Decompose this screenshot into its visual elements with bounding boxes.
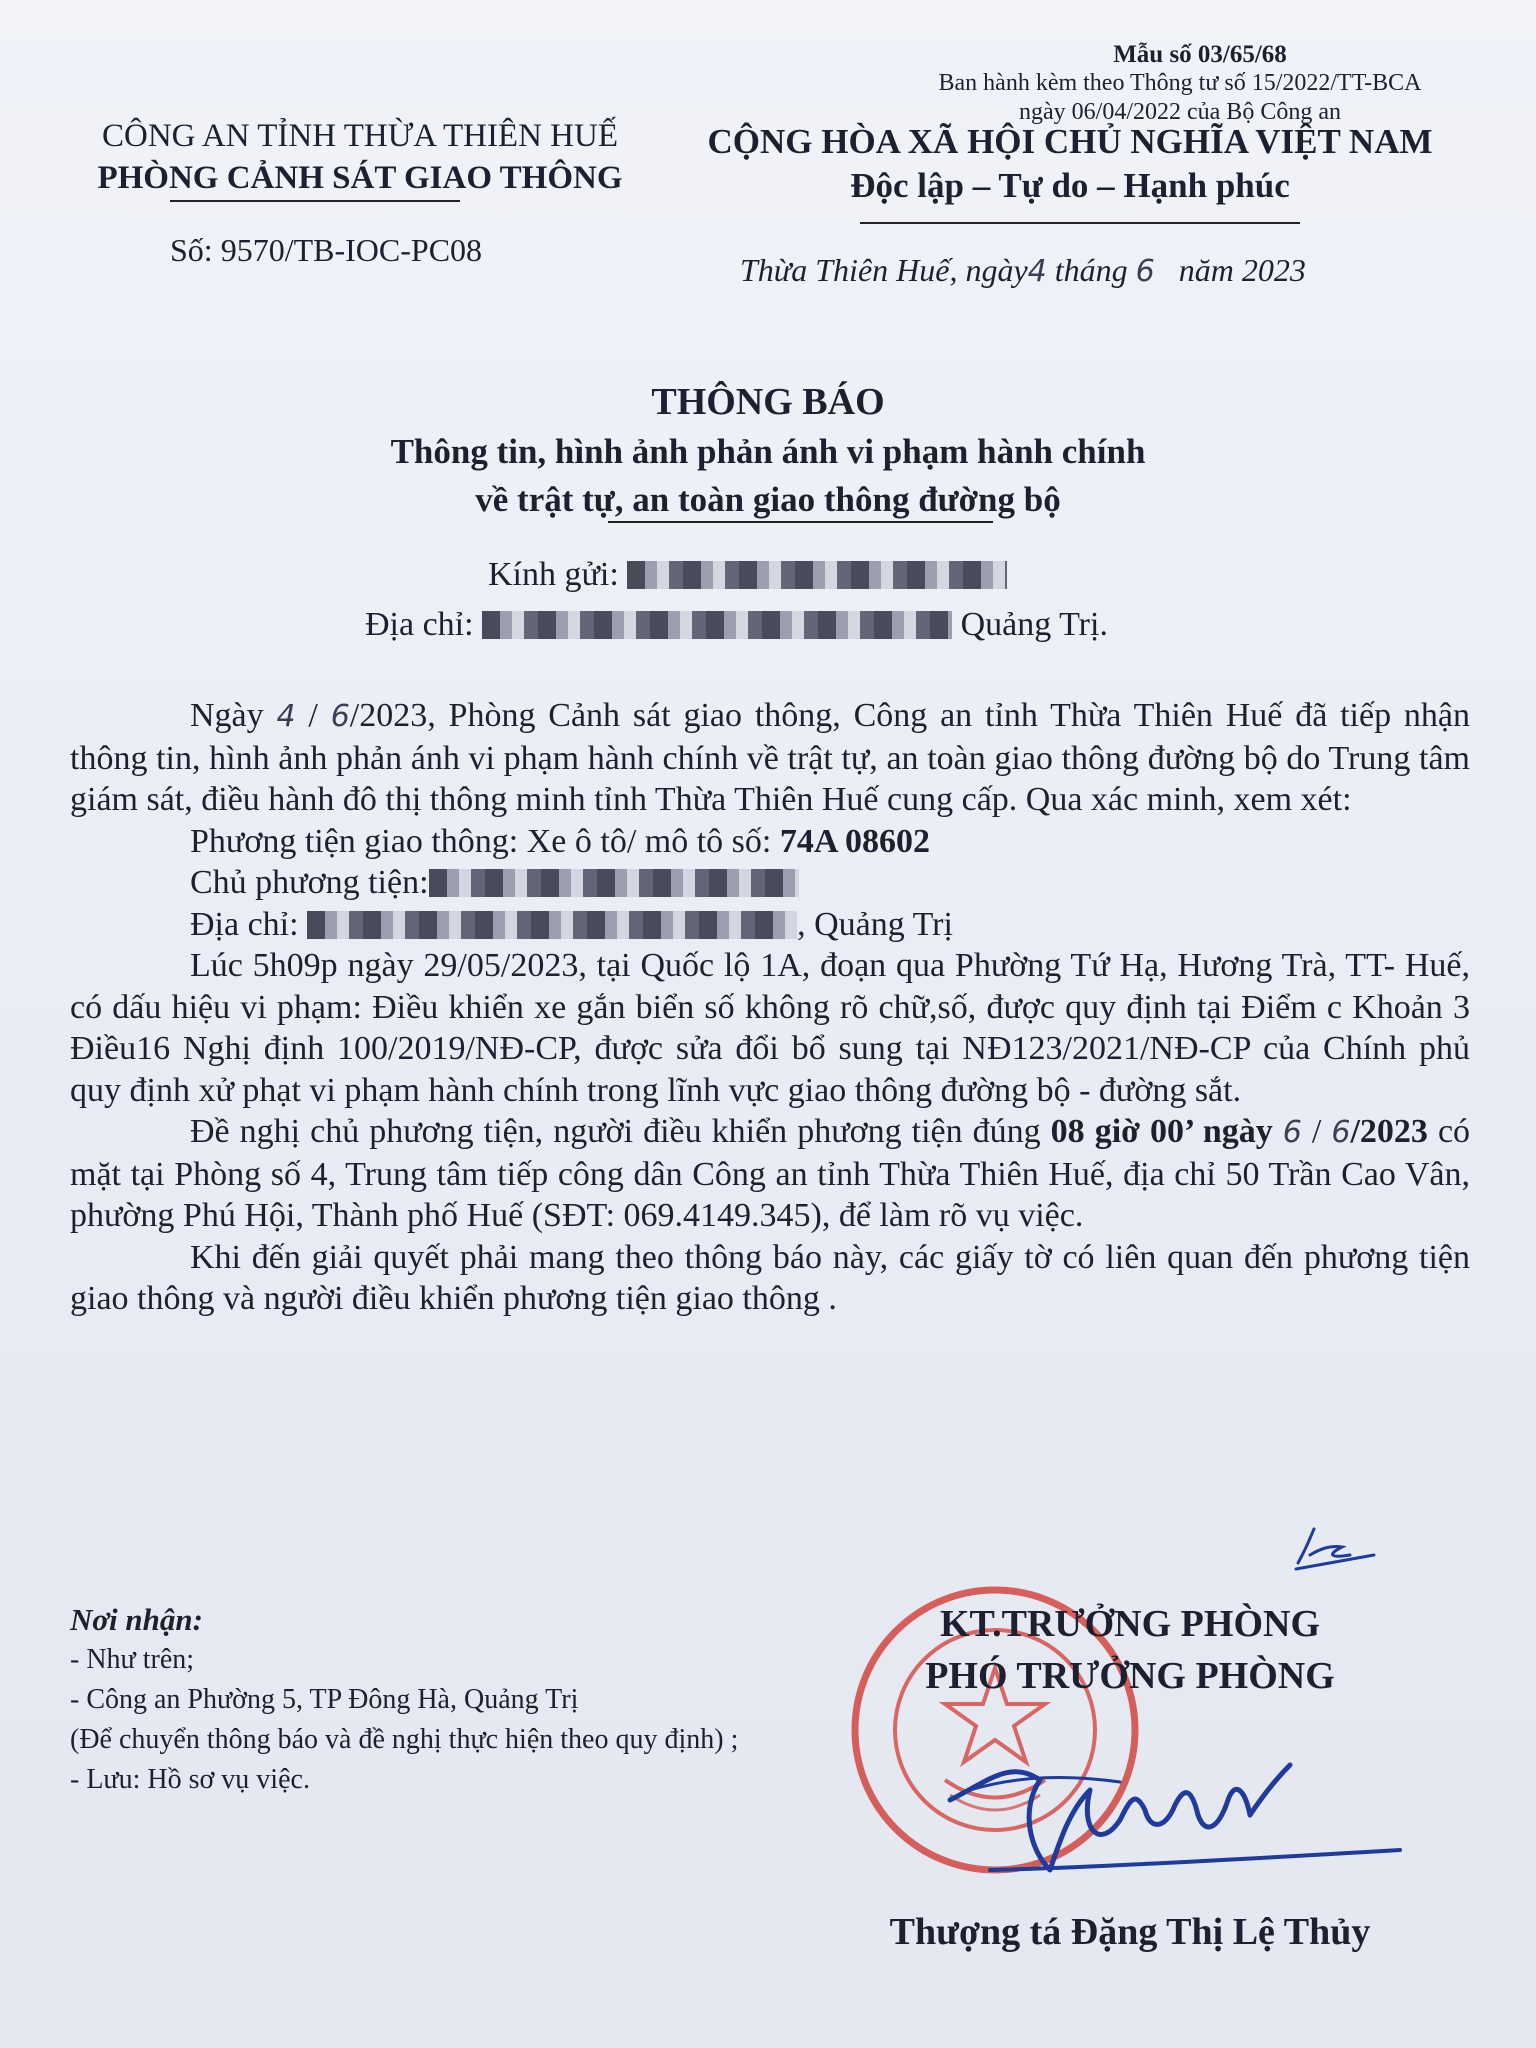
- receivers-block: [70, 1600, 750, 1800]
- form-number: Mẫu số 03/65/68: [1113, 41, 1287, 68]
- vehicle-line: [70, 821, 1470, 863]
- date-year: năm 2023: [1178, 252, 1306, 288]
- date-day-handwritten: 4: [1027, 254, 1047, 289]
- subtitle-line-2: về trật tự, an toàn giao thông đường bộ: [475, 480, 1061, 519]
- recipient-label: Kính gửi:: [488, 556, 619, 593]
- paragraph-violation: Lúc 5h09p ngày 29/05/2023, tại Quốc lộ 1A, đoạn qua Phường Tứ Hạ, Hương Trà, TT- Huế, có dấu hiệu vi phạm: Điều khiển xe gắn biển số không rõ chữ,số, được quy định tại Điểm c Khoản 3 Điều16 Nghị định 100/2019/NĐ-CP, được sửa đổi bổ sung tại NĐ123/2021/NĐ-CP của Chính phủ quy định xử phạt vi phạm hành chính trong lĩnh vực giao thông đường bộ - đường sắt.: [70, 947, 1470, 1109]
- summons-day-handwritten: 6: [1282, 1115, 1302, 1150]
- agency-header: [60, 115, 660, 199]
- received-date-separator: /: [308, 697, 318, 734]
- recipient-address-label: Địa chỉ:: [365, 606, 474, 643]
- signature-title: [820, 1598, 1440, 1702]
- paragraph-summons: [70, 1111, 1470, 1237]
- owner-address-line: [70, 904, 1470, 946]
- summons-month-handwritten: 6: [1331, 1115, 1351, 1150]
- form-issued-date: ngày 06/04/2022 của Bộ Công an: [1019, 99, 1341, 125]
- form-issued-by: Ban hành kèm theo Thông tư số 15/2022/TT-BCA: [938, 70, 1422, 96]
- date-line: [740, 252, 1306, 289]
- vehicle-plate: 74A 08602: [779, 822, 931, 860]
- agency-parent: CÔNG AN TỈNH THỪA THIÊN HUẾ: [101, 118, 618, 154]
- handwritten-signature: [930, 1720, 1410, 1890]
- redacted-owner-name: [429, 869, 799, 897]
- redacted-recipient-address: [482, 611, 952, 639]
- received-text: /2023, Phòng Cảnh sát giao thông, Công an tỉnh Thừa Thiên Huế đã tiếp nhận thông tin, hình ảnh phản ánh vi phạm hành chính về trật tự, an toàn giao thông đường bộ do Trung tâm giám sát, điều hành đô thị thông minh tỉnh Thừa Thiên Huế cung cấp. Qua xác minh, xem xét:: [70, 697, 1471, 818]
- nation-motto: Độc lập – Tự do – Hạnh phúc: [850, 166, 1290, 205]
- date-prefix: Thừa Thiên Huế, ngày: [740, 252, 1028, 288]
- agency-name: PHÒNG CẢNH SÁT GIAO THÔNG: [97, 160, 623, 196]
- recipient-address-line: [365, 606, 1108, 644]
- summons-time: 08 giờ 00’ ngày: [1050, 1113, 1273, 1150]
- nation-name: CỘNG HÒA XÃ HỘI CHỦ NGHĨA VIỆT NAM: [707, 122, 1433, 161]
- owner-label: Chủ phương tiện:: [190, 864, 429, 901]
- receiver-item: - Như trên;: [70, 1644, 195, 1675]
- initials-mark: [1290, 1515, 1380, 1575]
- document-title: THÔNG BÁO: [651, 381, 885, 423]
- vehicle-label: Phương tiện giao thông: Xe ô tô/ mô tô số:: [190, 822, 772, 860]
- owner-line: [70, 862, 1470, 904]
- summons-location: có mặt tại Phòng số 4, Trung tâm tiếp công dân Công an tỉnh Thừa Thiên Huế, địa chỉ 50 Trần Cao Vân, phường Phú Hội, Thành phố Huế (SĐT: 069.4149.345), để làm rõ vụ việc.: [70, 1113, 1471, 1234]
- date-month-label: tháng: [1054, 252, 1128, 288]
- paragraph-documents: Khi đến giải quyết phải mang theo thông báo này, các giấy tờ có liên quan đến phương tiện giao thông và người điều khiển phương tiện giao thông .: [70, 1238, 1470, 1317]
- recipient-line: [488, 556, 1007, 594]
- signer-name: Thượng tá Đặng Thị Lệ Thủy: [889, 1911, 1371, 1953]
- owner-address-suffix: , Quảng Trị: [797, 905, 953, 943]
- receivers-heading: Nơi nhận:: [70, 1602, 203, 1637]
- received-day-handwritten: 4: [276, 699, 296, 734]
- recipient-address-suffix: Quảng Trị.: [960, 606, 1108, 643]
- received-month-handwritten: 6: [330, 699, 350, 734]
- received-ngay: Ngày: [190, 697, 264, 734]
- paragraph-received: [70, 695, 1470, 821]
- document-number: Số: 9570/TB-IOC-PC08: [170, 232, 483, 268]
- redacted-owner-address: [307, 911, 797, 939]
- agency-underline: [170, 200, 460, 202]
- notice-body: [70, 695, 1470, 1320]
- motto-underline: [860, 222, 1300, 224]
- document-subtitle: [0, 428, 1536, 524]
- form-number-block: [880, 40, 1480, 127]
- signature-title-line-2: PHÓ TRƯỞNG PHÒNG: [925, 1655, 1335, 1697]
- national-header: [680, 120, 1460, 208]
- redacted-recipient-name: [627, 561, 1007, 589]
- summons-year: /2023: [1350, 1113, 1428, 1150]
- subtitle-line-1: Thông tin, hình ảnh phản ánh vi phạm hành chính: [390, 432, 1146, 471]
- date-month-handwritten: 6: [1135, 254, 1155, 289]
- title-underline: [608, 521, 993, 523]
- summons-date-separator: /: [1311, 1113, 1322, 1150]
- summons-text: Đề nghị chủ phương tiện, người điều khiển phương tiện đúng: [190, 1113, 1041, 1150]
- receiver-item: - Công an Phường 5, TP Đông Hà, Quảng Trị: [70, 1684, 579, 1715]
- receiver-item: - Lưu: Hồ sơ vụ việc.: [70, 1764, 310, 1795]
- signature-title-line-1: KT.TRƯỞNG PHÒNG: [940, 1603, 1320, 1645]
- receiver-item: (Để chuyển thông báo và đề nghị thực hiện theo quy định) ;: [70, 1724, 739, 1755]
- owner-address-label: Địa chỉ:: [190, 905, 299, 943]
